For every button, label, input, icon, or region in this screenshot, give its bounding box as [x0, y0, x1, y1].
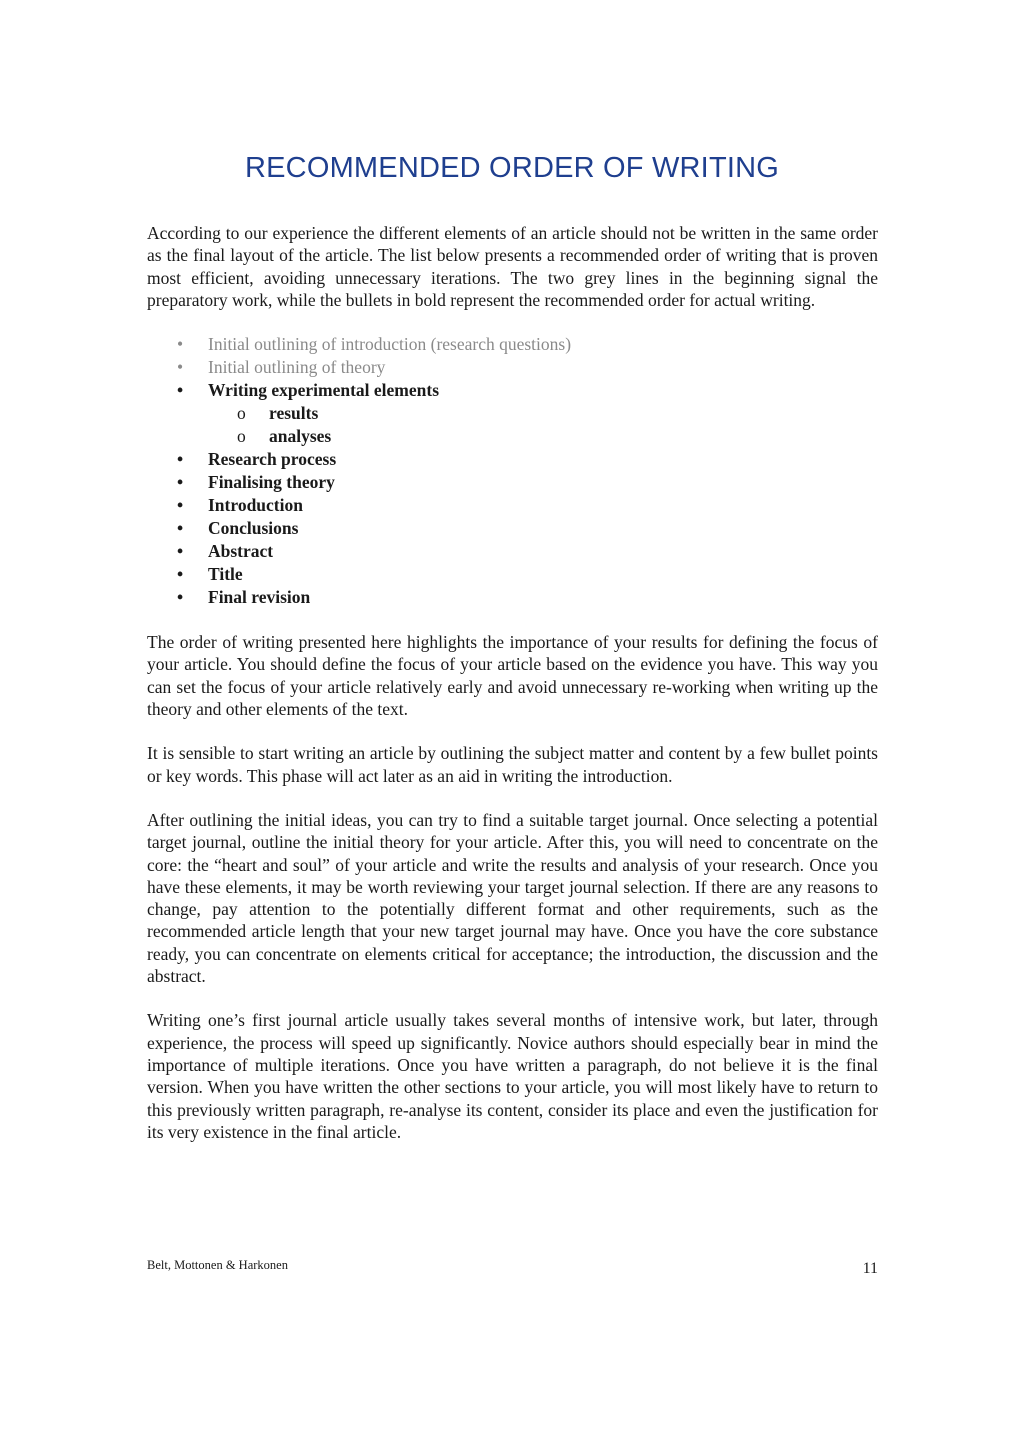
sub-list-item: o results [208, 402, 878, 425]
list-item-preparatory: • Initial outlining of theory [147, 356, 878, 379]
footer-authors: Belt, Mottonen & Harkonen [147, 1258, 288, 1272]
body-paragraph: The order of writing presented here highlights the importance of your results for defining the focus of your article. You should define the focus of your article based on the evidence you have. This way you can set the focus of your article relatively early and avoid unnecessary re-working when writing up the theory and other elements of the text. [147, 632, 878, 720]
writing-order-list [147, 333, 878, 609]
page-number: 11 [862, 1260, 878, 1277]
body-paragraph: Writing one’s first journal article usually takes several months of intensive work, but later, through experience, the process will speed up significantly. Novice authors should especially bear in mind the importance of multiple iterations. Once you have written a paragraph, do not believe it is the final version. When you have written the other sections to your article, you will most likely have to return to this previously written paragraph, re-analyse its content, consider its place and even the justification for its very existence in the final article. [147, 1010, 878, 1142]
intro-paragraph: According to our experience the different elements of an article should not be written in the same order as the final layout of the article. The list below presents a recommended order of writing that is proven most efficient, avoiding unnecessary iterations. The two grey lines in the beginning signal the preparatory work, while the bullets in bold represent the recommended order for actual writing. [147, 223, 878, 310]
list-item-preparatory: • Initial outlining of introduction (research questions) [147, 333, 878, 356]
list-item: • Research process [147, 448, 878, 471]
document-body [147, 222, 878, 1165]
list-item-experimental [147, 379, 878, 448]
list-item: • Conclusions [147, 517, 878, 540]
list-item: • Final revision [147, 586, 878, 609]
sub-list-item: o analyses [208, 425, 878, 448]
list-item: • Title [147, 563, 878, 586]
list-item: • Introduction [147, 494, 878, 517]
page-title: RECOMMENDED ORDER OF WRITING [244, 152, 780, 184]
body-paragraph: It is sensible to start writing an article by outlining the subject matter and content by a few bullet points or key words. This phase will act later as an aid in writing the introduction. [147, 743, 878, 786]
list-item-label: Writing experimental elements [208, 380, 440, 401]
list-item: • Abstract [147, 540, 878, 563]
body-paragraph: After outlining the initial ideas, you can try to find a suitable target journal. Once selecting a potential target journal, outline the initial theory for your article. After this, you will need to concentrate on the core: the “heart and soul” of your article and write the results and analysis of your research. Once you have these elements, it may be worth reviewing your target journal selection. If there are any reasons to change, pay attention to the potentially different format and other requirements, such as the recommended article length that your new target journal may have. Once you have the core substance ready, you can concentrate on elements critical for acceptance; the introduction, the discussion and the abstract. [147, 809, 878, 987]
list-item: • Finalising theory [147, 471, 878, 494]
experimental-sub-list [208, 402, 878, 448]
